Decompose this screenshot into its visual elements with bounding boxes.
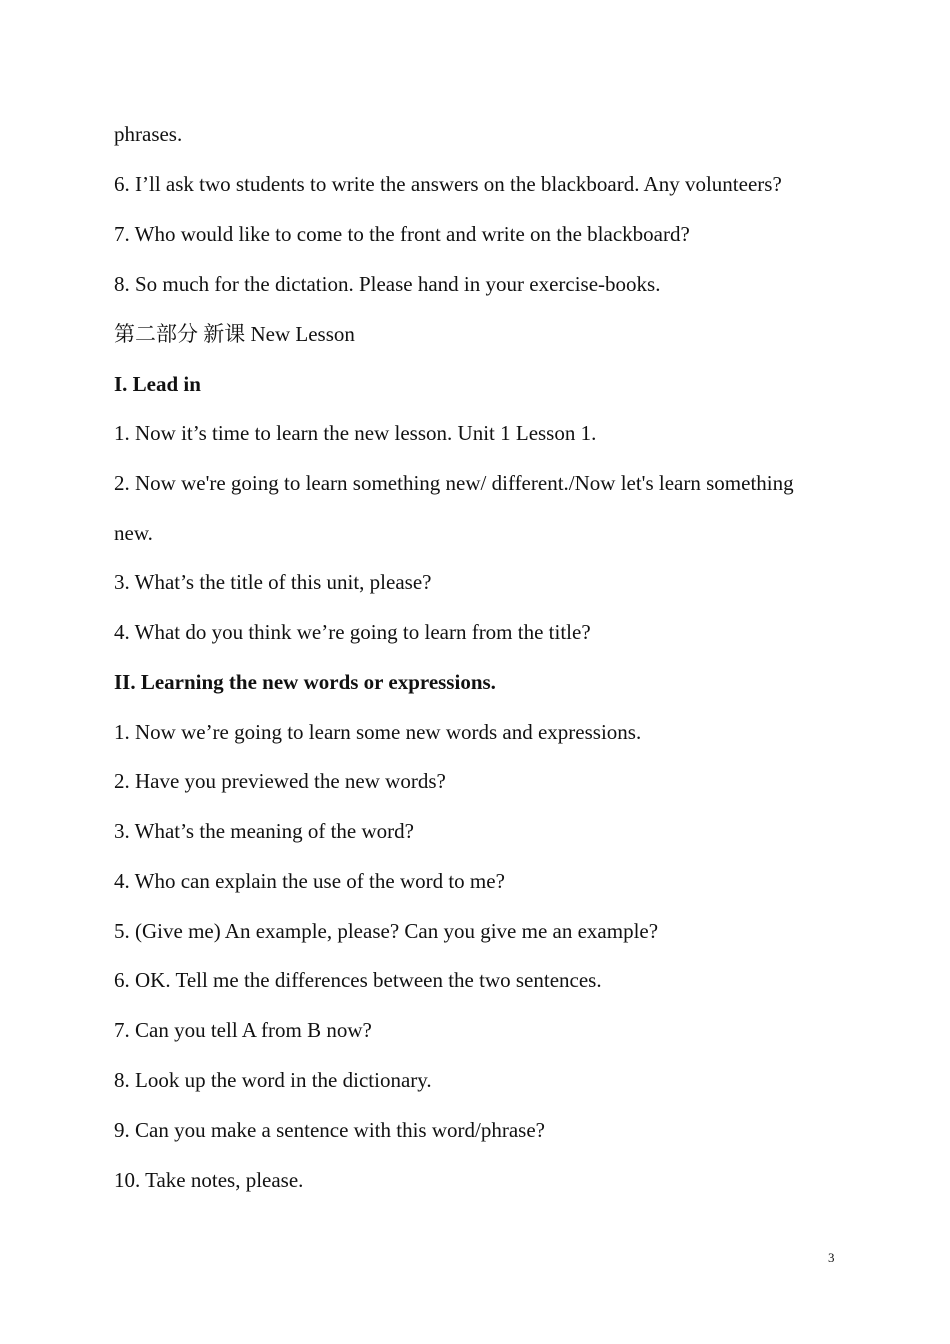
- text-line: 4. What do you think we’re going to learn from the title?: [114, 620, 591, 644]
- text-line: 3. What’s the meaning of the word?: [114, 819, 414, 843]
- text-line: new.: [114, 521, 153, 545]
- text-line: 6. OK. Tell me the differences between the two sentences.: [114, 968, 602, 992]
- text-line: 7. Who would like to come to the front and write on the blackboard?: [114, 222, 690, 246]
- text-line: 6. I’ll ask two students to write the answers on the blackboard. Any volunteers?: [114, 172, 782, 196]
- text-line: 7. Can you tell A from B now?: [114, 1018, 372, 1042]
- text-line: 10. Take notes, please.: [114, 1168, 304, 1192]
- section-heading-part-two: 第二部分 新课 New Lesson: [114, 322, 355, 346]
- text-line: 1. Now it’s time to learn the new lesson. Unit 1 Lesson 1.: [114, 421, 597, 445]
- section-heading-new-words: II. Learning the new words or expressions.: [114, 670, 496, 694]
- text-line: 8. Look up the word in the dictionary.: [114, 1068, 432, 1092]
- text-line: 9. Can you make a sentence with this word/phrase?: [114, 1118, 545, 1142]
- text-line: 2. Now we're going to learn something new/ different./Now let's learn something: [114, 471, 794, 495]
- text-line: 3. What’s the title of this unit, please?: [114, 570, 432, 594]
- text-line: 2. Have you previewed the new words?: [114, 769, 446, 793]
- text-line: phrases.: [114, 122, 183, 146]
- page-number: 3: [828, 1250, 835, 1265]
- text-line: 4. Who can explain the use of the word to me?: [114, 869, 505, 893]
- text-line: 8. So much for the dictation. Please hand in your exercise-books.: [114, 272, 661, 296]
- text-line: 1. Now we’re going to learn some new words and expressions.: [114, 720, 642, 744]
- text-line: 5. (Give me) An example, please? Can you give me an example?: [114, 919, 659, 943]
- section-heading-lead-in: I. Lead in: [114, 372, 201, 396]
